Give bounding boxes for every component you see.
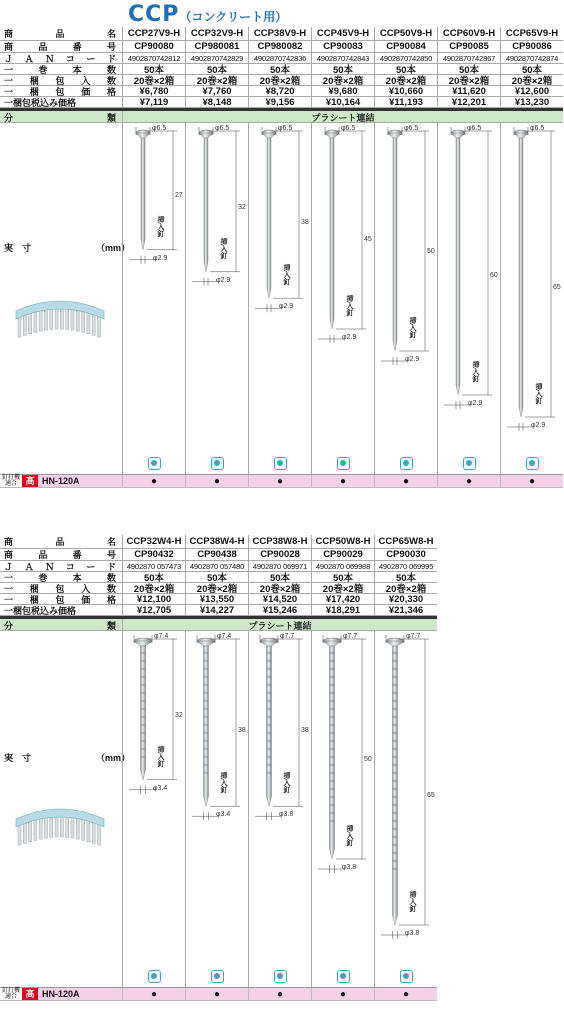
row-label: [0, 561, 122, 571]
head-diameter-label: φ6.5: [341, 125, 356, 132]
size-unit: （mm）: [96, 243, 131, 253]
row-label-char: ー: [86, 561, 96, 572]
row-price-tax: [0, 605, 437, 616]
row-label-char: 一: [4, 86, 14, 97]
price-tax-cell: ¥10,164: [311, 97, 374, 107]
shank-diameter-label: φ2.9: [405, 356, 420, 363]
jan-cell: 4902870 069971: [248, 561, 311, 571]
row-label-char: ド: [106, 561, 116, 572]
per-box-cell: 20巻×2箱: [122, 75, 185, 85]
row-label-char: 梱: [29, 583, 39, 594]
product-column: [248, 123, 311, 474]
row-label-char: Ｎ: [45, 561, 55, 572]
head-diameter-label: φ7.4: [217, 633, 232, 640]
name-cell: CCP38W8-H: [248, 535, 311, 548]
magnet-icon: [337, 457, 350, 470]
head-diameter-label: φ6.5: [278, 125, 293, 132]
tool-side-label: 釘打機適合: [1, 475, 20, 487]
compat-mark: ●: [500, 475, 563, 487]
jan-cell: 4902870742812: [122, 53, 185, 63]
insert-label: 挿入釘: [157, 215, 164, 237]
row-label: [0, 594, 122, 604]
magnet-icon: [526, 457, 539, 470]
nail-drawing: [249, 631, 312, 988]
row-label-char: 巻: [38, 64, 48, 75]
price-cell: ¥14,520: [248, 594, 311, 604]
product-column: [248, 631, 311, 987]
head-diameter-label: φ7.7: [343, 633, 358, 640]
tool-side-label: 釘打機適合: [1, 988, 20, 1000]
name-cell: CCP45V9-H: [311, 27, 374, 40]
row-label: [0, 53, 122, 63]
head-diameter-label: φ6.5: [152, 125, 167, 132]
row-jan: [0, 53, 563, 64]
code-cell: CP980081: [185, 41, 248, 52]
row-tool-compat: [0, 475, 563, 499]
product-column: [500, 123, 563, 474]
name-cell: CCP27V9-H: [122, 27, 185, 40]
jan-cell: 4902870 057480: [185, 561, 248, 571]
code-cell: CP90086: [500, 41, 563, 52]
per-roll-cell: 50本: [185, 64, 248, 74]
row-label-char: 分: [4, 113, 14, 123]
head-diameter-label: φ7.7: [280, 633, 295, 640]
row-label-char: 包: [55, 86, 65, 97]
title-sub: （コンクリート用）: [179, 10, 288, 24]
name-cell: CCP50W8-H: [311, 535, 374, 548]
row-label-char: 梱: [29, 86, 39, 97]
row-label-char: Ａ: [24, 561, 34, 572]
row-label-char: 数: [106, 572, 116, 583]
insert-label: 挿入釘: [283, 264, 290, 286]
insert-label: 挿入釘: [220, 237, 227, 259]
shank-diameter-label: φ3.8: [342, 864, 357, 871]
row-label-char: 号: [106, 42, 116, 52]
price-cell: ¥12,600: [500, 86, 563, 96]
nail-drawing: [186, 631, 249, 988]
per-roll-cell: 50本: [311, 64, 374, 74]
compat-mark: ●: [122, 475, 185, 487]
row-label-char: 入: [81, 583, 91, 594]
price-cell: ¥20,330: [374, 594, 437, 604]
row-label: [0, 572, 122, 582]
per-box-cell: 20巻×2箱: [437, 75, 500, 85]
product-column: [374, 631, 437, 987]
jan-cell: 4902870742867: [437, 53, 500, 63]
price-tax-cell: ¥12,705: [122, 605, 185, 615]
insert-label: 挿入釘: [535, 383, 542, 404]
price-tax-cell: ¥12,201: [437, 97, 500, 107]
head-diameter-label: φ7.4: [154, 633, 169, 640]
shank-diameter-label: φ2.9: [216, 276, 231, 284]
name-cell: CCP38W4-H: [185, 535, 248, 548]
per-roll-cell: 50本: [122, 64, 185, 74]
name-cell: CCP50V9-H: [374, 27, 437, 40]
row-label-char: 格: [106, 86, 116, 97]
compat-mark: ●: [374, 475, 437, 487]
insert-label: 挿入釘: [346, 825, 353, 846]
page-title: [128, 2, 287, 27]
magnet-icon: [463, 457, 476, 470]
row-label-char: 商: [4, 29, 14, 39]
price-cell: ¥10,660: [374, 86, 437, 96]
row-label-char: 一: [4, 583, 14, 594]
per-box-cell: 20巻×2箱: [500, 75, 563, 85]
tool-model: HN-120A: [42, 989, 80, 999]
row-label: [0, 86, 122, 96]
length-label: 65: [427, 792, 435, 800]
row-label-char: 数: [106, 583, 116, 594]
jan-cell: 4902870742874: [500, 53, 563, 63]
price-tax-cell: ¥18,291: [311, 605, 374, 615]
compat-mark: ●: [311, 475, 374, 487]
insert-label: 挿入釘: [409, 891, 416, 912]
insert-label: 挿入釘: [346, 295, 353, 316]
name-cell: CCP65W8-H: [374, 535, 437, 548]
table-ccp-w: [0, 535, 435, 1022]
size-label: [4, 241, 131, 254]
per-box-cell: 20巻×2箱: [248, 583, 311, 593]
insert-label: 挿入釘: [157, 745, 164, 767]
per-roll-cell: 50本: [122, 572, 185, 582]
per-roll-cell: 50本: [437, 64, 500, 74]
nail-coil-image: [14, 293, 106, 341]
nail-drawing: [123, 631, 186, 988]
shank-diameter-label: φ2.9: [279, 303, 294, 311]
row-label-char: 梱: [29, 75, 39, 86]
row-label-char: Ａ: [24, 53, 34, 64]
per-roll-cell: 50本: [311, 572, 374, 582]
nail-drawing: [186, 123, 249, 475]
row-name: [0, 27, 563, 41]
code-cell: CP90083: [311, 41, 374, 52]
row-label-char: 価: [81, 86, 91, 97]
shank-diameter-label: φ2.9: [342, 334, 357, 341]
table-ccp-v9: [0, 27, 564, 510]
per-box-cell: 20巻×2箱: [374, 583, 437, 593]
code-cell: CP980082: [248, 41, 311, 52]
high-pressure-badge: 高圧: [22, 988, 38, 1000]
row-label-char: 包: [55, 75, 65, 86]
shank-diameter-label: φ2.9: [531, 422, 546, 429]
row-label: [0, 619, 122, 630]
nail-coil-image: [14, 801, 106, 849]
row-price: [0, 86, 563, 97]
length-label: 38: [238, 726, 246, 734]
row-name: [0, 535, 437, 549]
row-label: [0, 64, 122, 74]
category-value: プラシート連結: [122, 111, 563, 122]
jan-cell: 4902870 069988: [311, 561, 374, 571]
name-cell: CCP65V9-H: [500, 27, 563, 40]
insert-label: 挿入釘: [409, 317, 416, 338]
row-label-char: コ: [65, 53, 75, 64]
magnet-icon: [274, 457, 287, 470]
name-cell: CCP32W4-H: [122, 535, 185, 548]
row-label-char: 一: [4, 572, 14, 583]
head-diameter-label: φ6.5: [467, 125, 482, 132]
row-per-box: [0, 583, 437, 594]
row-label: [0, 75, 122, 85]
code-cell: CP90028: [248, 549, 311, 560]
row-label-char: 品: [55, 537, 65, 547]
jan-cell: 4902870742829: [185, 53, 248, 63]
per-box-cell: 20巻×2箱: [311, 583, 374, 593]
product-column: [311, 631, 374, 987]
row-label-char: 一梱包税込み価格: [4, 605, 77, 616]
magnet-icon: [211, 457, 224, 470]
length-label: 32: [175, 712, 183, 720]
jan-cell: 4902870742836: [248, 53, 311, 63]
title-main: CCP: [128, 2, 180, 27]
dimension-area: [0, 631, 437, 988]
jan-cell: 4902870 057473: [122, 561, 185, 571]
head-diameter-label: φ7.7: [406, 633, 421, 640]
row-label-char: 梱: [29, 594, 39, 605]
row-label-char: 価: [81, 594, 91, 605]
price-tax-cell: ¥14,227: [185, 605, 248, 615]
length-label: 50: [364, 756, 372, 763]
shank-diameter-label: φ3.4: [153, 784, 168, 792]
magnet-icon: [400, 457, 413, 470]
shank-diameter-label: φ3.8: [405, 930, 420, 937]
row-label-char: 商: [4, 537, 14, 547]
row-label-char: 号: [106, 550, 116, 560]
compat-mark: ●: [248, 475, 311, 487]
row-label: [0, 41, 122, 52]
shank-diameter-label: φ3.4: [216, 811, 231, 819]
row-label-char: ー: [86, 53, 96, 64]
price-cell: ¥9,680: [311, 86, 374, 96]
row-label-char: 品: [38, 42, 48, 52]
length-label: 65: [553, 284, 561, 292]
length-label: 50: [427, 248, 435, 255]
category-value: プラシート連結: [122, 619, 437, 630]
compat-mark: ●: [185, 475, 248, 487]
nail-drawing: [375, 123, 438, 475]
per-roll-cell: 50本: [248, 64, 311, 74]
row-label-char: 一梱包税込み価格: [4, 97, 77, 108]
product-column: [374, 123, 437, 474]
jan-cell: 4902870 069995: [374, 561, 437, 571]
row-label-char: ド: [106, 53, 116, 64]
per-roll-cell: 50本: [185, 572, 248, 582]
per-box-cell: 20巻×2箱: [311, 75, 374, 85]
compat-mark: ●: [437, 475, 500, 487]
row-label-char: 本: [72, 572, 82, 583]
per-box-cell: 20巻×2箱: [374, 75, 437, 85]
row-label: [0, 111, 122, 122]
code-cell: CP90085: [437, 41, 500, 52]
product-column: [185, 123, 248, 474]
row-label-char: 包: [55, 594, 65, 605]
row-label-char: 本: [72, 64, 82, 75]
row-label-char: 品: [55, 29, 65, 39]
name-cell: CCP60V9-H: [437, 27, 500, 40]
row-label-char: 品: [38, 550, 48, 560]
product-column: [122, 123, 185, 474]
jan-cell: 4902870742843: [311, 53, 374, 63]
row-jan: [0, 561, 437, 572]
row-label-char: 数: [106, 64, 116, 75]
row-label-char: 巻: [38, 572, 48, 583]
per-box-cell: 20巻×2箱: [185, 75, 248, 85]
compat-mark: ●: [185, 988, 248, 1000]
row-label-char: Ｊ: [4, 53, 14, 64]
row-label-char: 格: [106, 594, 116, 605]
row-label-char: 名: [106, 29, 116, 39]
compat-mark: ●: [374, 988, 437, 1000]
head-diameter-label: φ6.5: [404, 125, 419, 132]
length-label: 32: [238, 204, 246, 212]
row-label-char: 類: [106, 621, 116, 631]
name-cell: CCP32V9-H: [185, 27, 248, 40]
price-cell: ¥11,620: [437, 86, 500, 96]
per-box-cell: 20巻×2箱: [185, 583, 248, 593]
row-label: [0, 535, 122, 548]
row-label: [0, 27, 122, 40]
row-label-char: 番: [72, 42, 82, 52]
row-category: [0, 619, 437, 631]
row-label: [0, 605, 122, 615]
row-label-char: 商: [4, 42, 14, 52]
row-price-tax: [0, 97, 563, 108]
length-label: 38: [301, 726, 309, 734]
row-label-char: コ: [65, 561, 75, 572]
length-label: 27: [175, 192, 183, 200]
row-label-char: 一: [4, 594, 14, 605]
insert-label: 挿入釘: [283, 772, 290, 794]
per-roll-cell: 50本: [374, 572, 437, 582]
row-label: [0, 549, 122, 560]
price-tax-cell: ¥11,193: [374, 97, 437, 107]
code-cell: CP90432: [122, 549, 185, 560]
code-cell: CP90438: [185, 549, 248, 560]
row-label: [0, 97, 122, 107]
product-column: [185, 631, 248, 987]
price-cell: ¥8,720: [248, 86, 311, 96]
row-code: [0, 41, 563, 53]
magnet-icon: [337, 970, 350, 983]
magnet-icon: [148, 457, 161, 470]
insert-label: 挿入釘: [220, 772, 227, 794]
product-column: [311, 123, 374, 474]
price-cell: ¥17,420: [311, 594, 374, 604]
per-box-cell: 20巻×2箱: [248, 75, 311, 85]
price-tax-cell: ¥7,119: [122, 97, 185, 107]
row-label-char: Ｎ: [45, 53, 55, 64]
per-roll-cell: 50本: [248, 572, 311, 582]
code-cell: CP90080: [122, 41, 185, 52]
row-label-char: 名: [106, 537, 116, 547]
row-label-char: 商: [4, 550, 14, 560]
nail-drawing: [438, 123, 501, 475]
row-tool-compat: [0, 988, 437, 1012]
length-label: 45: [364, 235, 372, 243]
tool-model: HN-120A: [42, 476, 80, 486]
compat-mark: ●: [122, 988, 185, 1000]
row-label: [0, 583, 122, 593]
magnet-icon: [148, 970, 161, 983]
head-diameter-label: φ6.5: [215, 125, 230, 132]
size-unit: （mm）: [96, 753, 131, 763]
row-category: [0, 111, 563, 123]
length-label: 60: [490, 272, 498, 280]
head-diameter-label: φ6.5: [530, 125, 545, 132]
row-per-roll: [0, 572, 437, 583]
price-cell: ¥12,100: [122, 594, 185, 604]
name-cell: CCP38V9-H: [248, 27, 311, 40]
row-label-char: 類: [106, 113, 116, 123]
shank-diameter-label: φ3.8: [279, 811, 294, 819]
compat-mark: ●: [311, 988, 374, 1000]
length-label: 38: [301, 218, 309, 226]
high-pressure-badge: 高圧: [22, 475, 38, 487]
per-roll-cell: 50本: [374, 64, 437, 74]
size-label-text: 実 寸: [4, 753, 32, 763]
code-cell: CP90030: [374, 549, 437, 560]
shank-diameter-label: φ2.9: [468, 400, 483, 407]
per-roll-cell: 50本: [500, 64, 563, 74]
magnet-icon: [211, 970, 224, 983]
size-label: [4, 751, 131, 764]
code-cell: CP90084: [374, 41, 437, 52]
row-label-char: 包: [55, 583, 65, 594]
price-tax-cell: ¥8,148: [185, 97, 248, 107]
code-cell: CP90029: [311, 549, 374, 560]
per-box-cell: 20巻×2箱: [122, 583, 185, 593]
row-label-char: 分: [4, 621, 14, 631]
shank-diameter-label: φ2.9: [153, 254, 168, 262]
price-cell: ¥7,760: [185, 86, 248, 96]
row-label-char: 数: [106, 75, 116, 86]
row-label-char: Ｊ: [4, 561, 14, 572]
magnet-icon: [400, 970, 413, 983]
price-tax-cell: ¥21,346: [374, 605, 437, 615]
compat-mark: ●: [248, 988, 311, 1000]
size-label-text: 実 寸: [4, 243, 32, 253]
nail-drawing: [123, 123, 186, 475]
product-column: [122, 631, 185, 987]
row-label-char: 一: [4, 75, 14, 86]
price-tax-cell: ¥13,230: [500, 97, 563, 107]
nail-drawing: [312, 631, 375, 988]
product-column: [437, 123, 500, 474]
row-label-char: 番: [72, 550, 82, 560]
price-cell: ¥13,550: [185, 594, 248, 604]
row-label-char: 入: [81, 75, 91, 86]
price-tax-cell: ¥9,156: [248, 97, 311, 107]
magnet-icon: [274, 970, 287, 983]
price-cell: ¥6,780: [122, 86, 185, 96]
jan-cell: 4902870742850: [374, 53, 437, 63]
nail-drawing: [249, 123, 312, 475]
price-tax-cell: ¥15,246: [248, 605, 311, 615]
dimension-area: [0, 123, 563, 475]
insert-label: 挿入釘: [472, 361, 479, 382]
row-label-char: 一: [4, 64, 14, 75]
